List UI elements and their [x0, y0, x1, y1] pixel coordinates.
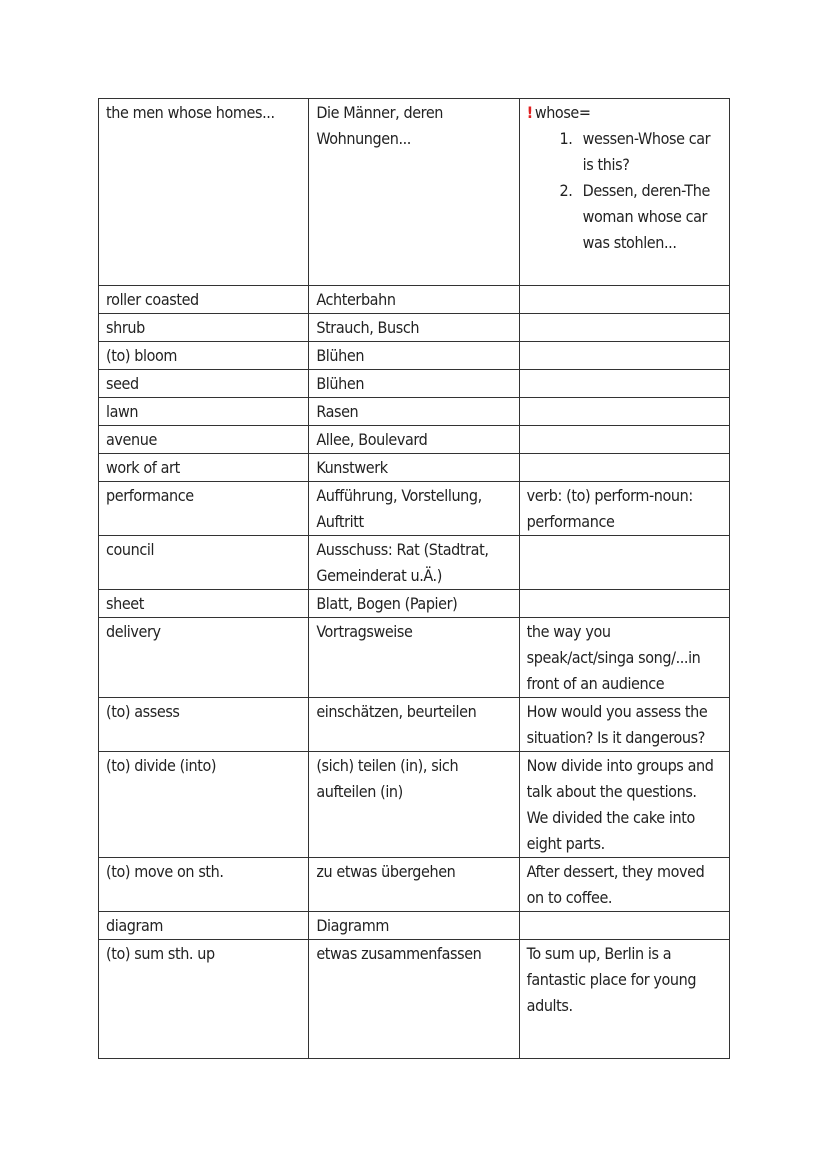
english-term: the men whose homes...	[99, 99, 309, 286]
note-cell: the way you speak/act/singa song/...in front of an audience	[519, 618, 729, 698]
note-cell	[519, 912, 729, 940]
german-translation: Vortragsweise	[309, 618, 519, 698]
english-term: seed	[99, 370, 309, 398]
note-cell: After dessert, they moved on to coffee.	[519, 858, 729, 912]
english-term: work of art	[99, 454, 309, 482]
german-translation: einschätzen, beurteilen	[309, 698, 519, 752]
german-translation: Ausschuss: Rat (Stadtrat, Gemeinderat u.Ä.)	[309, 536, 519, 590]
english-term: shrub	[99, 314, 309, 342]
german-translation: Blatt, Bogen (Papier)	[309, 590, 519, 618]
english-term: (to) bloom	[99, 342, 309, 370]
note-cell	[519, 590, 729, 618]
german-translation: Allee, Boulevard	[309, 426, 519, 454]
table-row	[99, 286, 730, 314]
german-translation: Aufführung, Vorstellung, Auftritt	[309, 482, 519, 536]
german-translation: (sich) teilen (in), sich aufteilen (in)	[309, 752, 519, 858]
table-row	[99, 698, 730, 752]
table-row	[99, 752, 730, 858]
note-cell: Now divide into groups and talk about the questions. We divided the cake into eight parts.	[519, 752, 729, 858]
note-cell	[519, 342, 729, 370]
table-row	[99, 454, 730, 482]
table-row	[99, 940, 730, 1059]
german-translation: zu etwas übergehen	[309, 858, 519, 912]
english-term: (to) assess	[99, 698, 309, 752]
english-term: avenue	[99, 426, 309, 454]
german-translation: Strauch, Busch	[309, 314, 519, 342]
german-translation: Rasen	[309, 398, 519, 426]
table-row	[99, 314, 730, 342]
english-term: roller coasted	[99, 286, 309, 314]
note-cell	[519, 370, 729, 398]
table-row	[99, 536, 730, 590]
german-translation: Kunstwerk	[309, 454, 519, 482]
english-term: (to) move on sth.	[99, 858, 309, 912]
english-term: (to) divide (into)	[99, 752, 309, 858]
note-cell	[519, 536, 729, 590]
note-cell	[519, 99, 729, 286]
table-row	[99, 618, 730, 698]
english-term: sheet	[99, 590, 309, 618]
german-translation: etwas zusammenfassen	[309, 940, 519, 1059]
note-cell: How would you assess the situation? Is it dangerous?	[519, 698, 729, 752]
table-row	[99, 370, 730, 398]
german-translation: Die Männer, deren Wohnungen...	[309, 99, 519, 286]
whose-meanings-list	[527, 126, 722, 256]
note-cell	[519, 314, 729, 342]
table-row	[99, 342, 730, 370]
english-term: performance	[99, 482, 309, 536]
table-row	[99, 426, 730, 454]
german-translation: Achterbahn	[309, 286, 519, 314]
german-translation: Diagramm	[309, 912, 519, 940]
note-cell	[519, 398, 729, 426]
note-cell	[519, 454, 729, 482]
table-row	[99, 99, 730, 286]
note-cell: To sum up, Berlin is a fantastic place for young adults.	[519, 940, 729, 1059]
english-term: council	[99, 536, 309, 590]
vocabulary-table	[98, 98, 730, 1059]
table-row	[99, 590, 730, 618]
english-term: delivery	[99, 618, 309, 698]
table-row	[99, 858, 730, 912]
english-term: lawn	[99, 398, 309, 426]
list-item: 1. wessen-Whose car is this?	[577, 126, 722, 178]
list-item: 2. Dessen, deren-The woman whose car was stohlen...	[577, 178, 722, 256]
note-intro: whose=	[534, 103, 591, 122]
note-cell: verb: (to) perform-noun: performance	[519, 482, 729, 536]
german-translation: Blühen	[309, 342, 519, 370]
table-row	[99, 398, 730, 426]
table-row	[99, 912, 730, 940]
exclamation-icon: !	[526, 103, 533, 122]
table-row	[99, 482, 730, 536]
note-cell	[519, 426, 729, 454]
english-term: diagram	[99, 912, 309, 940]
german-translation: Blühen	[309, 370, 519, 398]
note-cell	[519, 286, 729, 314]
english-term: (to) sum sth. up	[99, 940, 309, 1059]
